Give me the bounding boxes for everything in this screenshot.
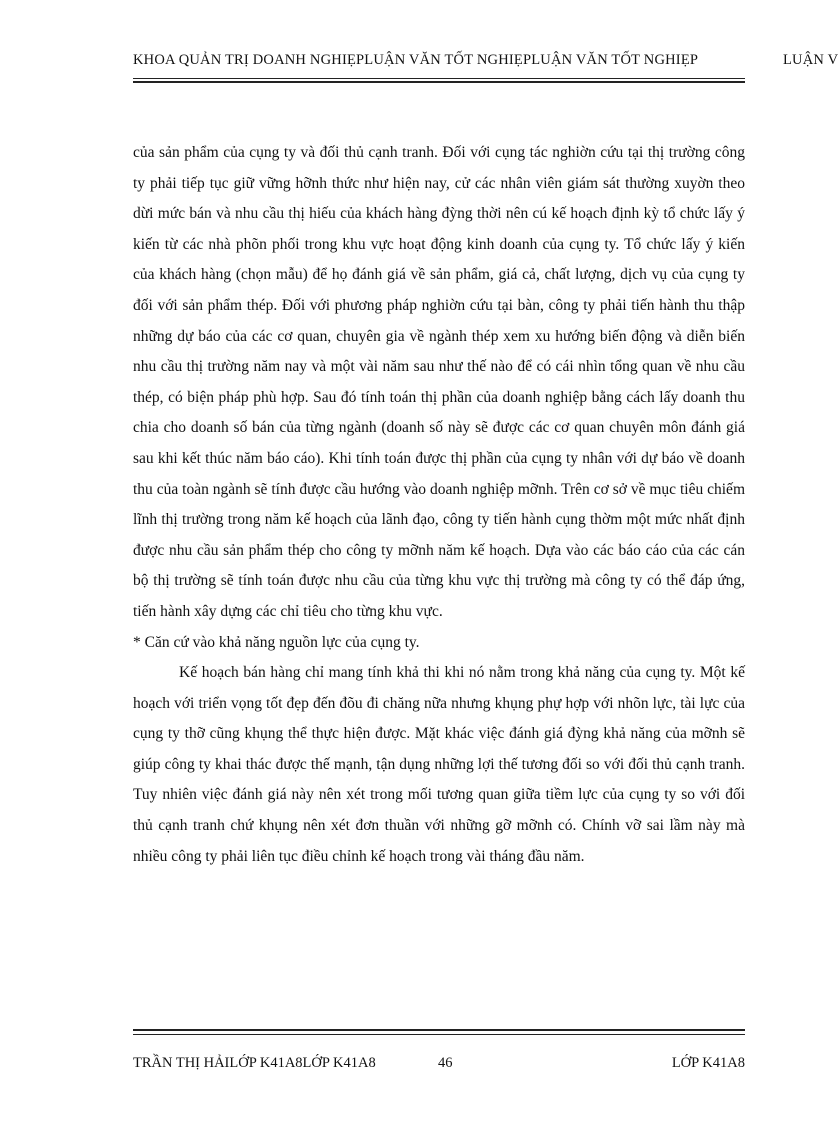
footer-author: TRẦN THỊ HẢILỚP K41A8LỚP K41A8 <box>133 1055 376 1071</box>
page-footer <box>133 1055 745 1077</box>
paragraph-1: của sản phẩm của cụng ty và đối thủ cạnh tranh. Đối với cụng tác nghiờn cứu tại thị trường công ty phải tiếp tục giữ vững hỡnh thức như hiện nay, cử các nhân viên giám sát thường xuyờn theo dừi mức bán và nhu cầu thị hiếu của khách hàng đỳng thời nên cú kế hoạch định kỳ tổ chức lấy ý kiến từ các nhà phõn phối trong khu vực hoạt động kinh doanh của cụng ty. Tổ chức lấy ý kiến của khách hàng (chọn mẫu) để họ đánh giá về sản phẩm, giá cả, chất lượng, dịch vụ của cụng ty đối với sản phẩm thép. Đối với phương pháp nghiờn cứu tại bàn, công ty phải tiến hành thu thập những dự báo của các cơ quan, chuyên gia về ngành thép xem xu hướng biến động và diễn biến nhu cầu thị trường năm nay và một vài năm sau như thế nào để có cái nhìn tổng quan về nhu cầu thép, có biện pháp phù hợp. Sau đó tính toán thị phần của doanh nghiệp bằng cách lấy doanh thu chia cho doanh số bán của từng ngành (doanh số này sẽ được các cơ quan chuyên môn đánh giá sau khi kết thúc năm báo cáo). Khi tính toán được thị phần của cụng ty nhân với dự báo về doanh thu của toàn ngành sẽ tính được cầu hướng vào doanh nghiệp mỡnh. Trên cơ sở về mục tiêu chiếm lĩnh thị trường trong năm kế hoạch của lãnh đạo, công ty tiến hành cụng thờm một mức nhất định được nhu cầu sản phẩm thép cho công ty mỡnh năm kế hoạch. Dựa vào các báo cáo của các cán bộ thị trường sẽ tính toán được nhu cầu của từng khu vực thị trường mà công ty có thể đáp ứng, tiến hành xây dựng các chỉ tiêu cho từng khu vực. <box>133 144 745 620</box>
header-rule <box>133 78 745 83</box>
header-right-text: LUẬN V <box>783 52 838 68</box>
document-body <box>133 138 745 872</box>
paragraph-3: Kế hoạch bán hàng chỉ mang tính khả thi khi nó nằm trong khả năng của cụng ty. Một kế hoạch với triển vọng tốt đẹp đến đõu đi chăng nữa nhưng khụng phự hợp với nhõn lực, tài lực của cụng ty thỡ cũng khụng thể thực hiện được. Mặt khác việc đánh giá đỳng khả năng của mỡnh sẽ giúp công ty khai thác được thế mạnh, tận dụng những lợi thế tương đối so với đối thủ cạnh tranh. Tuy nhiên việc đánh giá này nên xét trong mối tương quan giữa tiềm lực của cụng ty so với đối thủ cạnh tranh chứ khụng nên xét đơn thuần với những gỡ mỡnh có. Chính vỡ sai lầm này mà nhiều công ty phải liên tục điều chỉnh kế hoạch trong vài tháng đầu năm. <box>133 664 745 865</box>
page-header <box>133 52 838 74</box>
footer-class: LỚP K41A8 <box>671 1055 745 1071</box>
footer-rule <box>133 1029 745 1035</box>
page-number: 46 <box>438 1055 453 1071</box>
paragraph-2-bullet: * Căn cứ vào khả năng nguồn lực của cụng ty. <box>133 633 420 651</box>
header-title: KHOA QUẢN TRỊ DOANH NGHIẸPLUẬN VĂN TỐT NGHIẸPLUẬN VĂN TỐT NGHIẸP <box>133 52 699 68</box>
